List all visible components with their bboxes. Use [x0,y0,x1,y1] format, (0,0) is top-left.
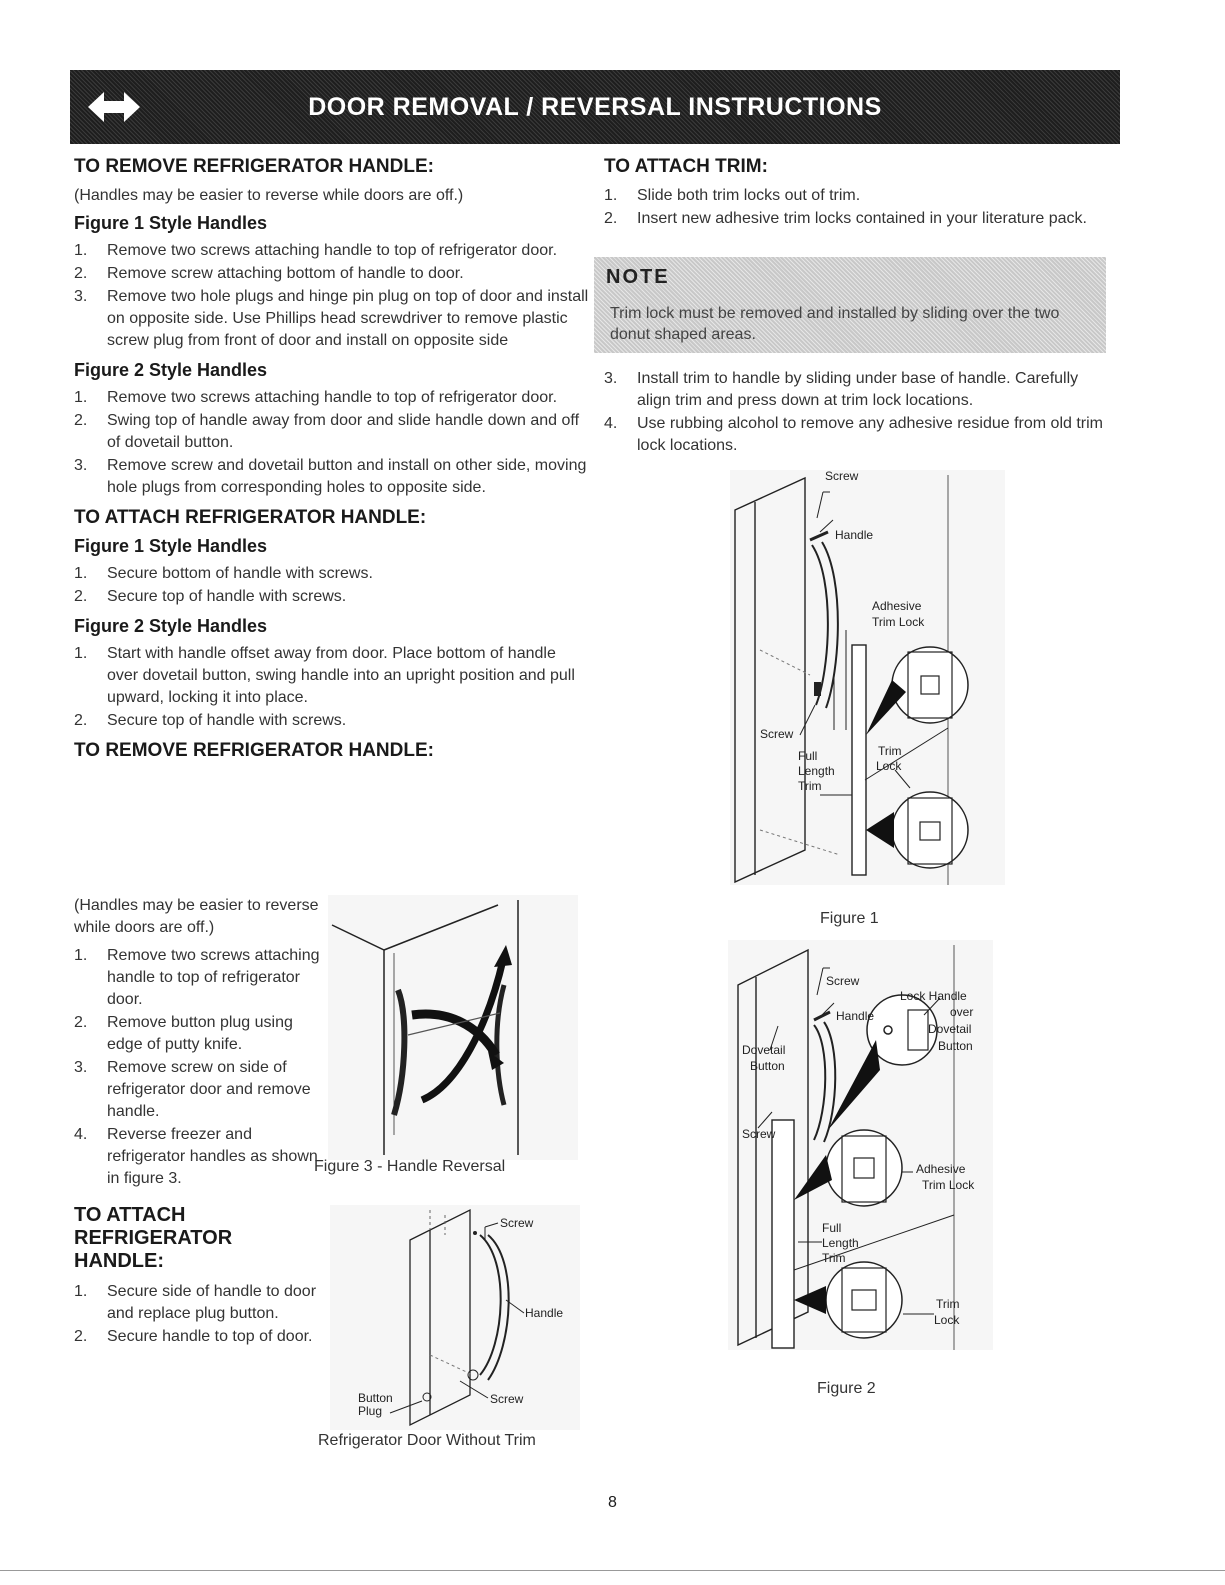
section-heading-line1: TO ATTACH [74,1204,186,1226]
label-screw-top: Screw [826,974,860,988]
subsection-heading: Figure 1 Style Handles [74,213,268,233]
label-button-left: Button [750,1059,785,1073]
label-handle: Handle [836,1009,875,1023]
steps-list [604,368,1104,457]
note-box [594,257,1106,353]
list-item: 2. Insert new adhesive trim locks contained in your literature pack. [604,210,1087,227]
label-trim: Trim [798,779,822,793]
label-lock-b: Lock [876,759,902,773]
door-without-trim-illustration [330,1205,580,1430]
steps-list [74,643,589,732]
label-screw-bottom: Screw [490,1392,524,1406]
page-title: DOOR REMOVAL / REVERSAL INSTRUCTIONS [308,93,882,121]
door-without-trim-caption: Refrigerator Door Without Trim [318,1432,536,1449]
label-trim: Trim [822,1251,846,1265]
section-note: (Handles may be easier to reverse while doors are off.) [74,897,319,936]
note-text: Trim lock must be removed and installed by sliding over the two donut shaped areas. [610,305,1060,343]
trim-steps-continued [604,368,1104,465]
label-lock-b: Lock [934,1313,960,1327]
list-item: 1. Start with handle offset away from door. Place bottom of handle over dovetail button, swing handle into an upright position and pull upward, locking it into place. [74,645,575,706]
figure-3-illustration [328,895,578,1160]
label-button-right: Button [938,1039,973,1053]
label-length: Length [798,764,835,778]
steps-list [74,1281,324,1348]
list-item: 2. Remove button plug using edge of putty knife. [74,1014,293,1053]
label-trim-lock: Trim Lock [922,1178,975,1192]
list-item: 1. Remove two screws attaching handle to top of refrigerator door. [74,947,320,1008]
label-trim-lock: Trim Lock [872,615,925,629]
header-banner [70,70,1120,144]
label-over: over [950,1005,974,1019]
list-item: 1. Secure side of handle to door and replace plug button. [74,1283,317,1322]
list-item: 1. Remove two screws attaching handle to top of refrigerator door. [74,389,558,406]
subsection-heading: Figure 2 Style Handles [74,360,268,380]
label-full: Full [798,749,818,763]
list-item: 2. Secure handle to top of door. [74,1328,313,1345]
bottom-rule [0,1570,1225,1571]
label-adhesive: Adhesive [916,1162,966,1176]
section-heading: TO REMOVE REFRIGERATOR HANDLE: [74,740,434,761]
section-heading: TO REMOVE REFRIGERATOR HANDLE: [74,156,434,177]
list-item: 2. Secure top of handle with screws. [74,588,347,605]
label-screw-bottom: Screw [760,727,794,741]
label-handle: Handle [525,1306,564,1320]
list-item: 2. Swing top of handle away from door and slide handle down and off of dovetail button. [74,412,580,451]
label-full: Full [822,1221,842,1235]
note-title: NOTE [606,266,670,288]
label-screw-top: Screw [825,470,859,483]
list-item: 3. Remove screw on side of refrigerator door and remove handle. [74,1059,311,1120]
steps-list [74,240,589,352]
list-item: 2. Secure top of handle with screws. [74,712,347,729]
label-adhesive: Adhesive [872,599,922,613]
figure-3-caption: Figure 3 - Handle Reversal [314,1158,506,1175]
list-item: 1. Slide both trim locks out of trim. [604,187,861,204]
label-screw-left: Screw [742,1127,776,1141]
section-heading: TO ATTACH REFRIGERATOR HANDLE: [74,507,427,528]
list-item: 2. Remove screw attaching bottom of handle to door. [74,265,464,282]
label-screw-top: Screw [500,1216,534,1230]
section-note: (Handles may be easier to reverse while doors are off.) [74,187,464,204]
label-plug: Plug [358,1404,383,1418]
figure-2-caption: Figure 2 [817,1380,876,1397]
label-trim-b: Trim [936,1297,960,1311]
label-button: Button [358,1391,393,1405]
remove-handle-section [74,895,324,1198]
subsection-heading: Figure 1 Style Handles [74,536,268,556]
label-dovetail-left: Dovetail [742,1043,786,1057]
subsection-heading: Figure 2 Style Handles [74,616,268,636]
label-length: Length [822,1236,859,1250]
list-item: 4. Use rubbing alcohol to remove any adhesive residue from old trim lock locations. [604,415,1104,454]
right-column [604,156,1116,238]
attach-handle-section [74,1204,324,1356]
list-item: 4. Reverse freezer and refrigerator handles as shown in figure 3. [74,1126,318,1187]
label-handle: Handle [835,528,874,542]
section-heading-line2: REFRIGERATOR HANDLE: [74,1227,233,1272]
label-lock-handle: Lock Handle [900,989,967,1003]
label-dovetail-right: Dovetail [928,1022,972,1036]
steps-list [74,387,589,499]
left-column [74,156,589,769]
list-item: 3. Install trim to handle by sliding under base of handle. Carefully align trim and press down at trim lock locations. [604,370,1079,409]
steps-list [74,563,589,608]
figure-2-illustration [728,940,993,1350]
figure-1-illustration [730,470,1005,885]
page-number: 8 [608,1494,617,1511]
list-item: 1. Secure bottom of handle with screws. [74,565,373,582]
steps-list [604,185,1116,230]
figure-1-caption: Figure 1 [820,910,879,927]
steps-list [74,945,324,1190]
list-item: 3. Remove two hole plugs and hinge pin plug on top of door and install on opposite side. Use Phillips head screwdriver to remove plastic screw plug from front of door and install on opposite side [74,288,589,349]
list-item: 3. Remove screw and dovetail button and install on other side, moving hole plugs from corresponding holes to opposite side. [74,457,587,496]
section-heading: TO ATTACH TRIM: [604,156,768,177]
list-item: 1. Remove two screws attaching handle to top of refrigerator door. [74,242,558,259]
label-trim-b: Trim [878,744,902,758]
